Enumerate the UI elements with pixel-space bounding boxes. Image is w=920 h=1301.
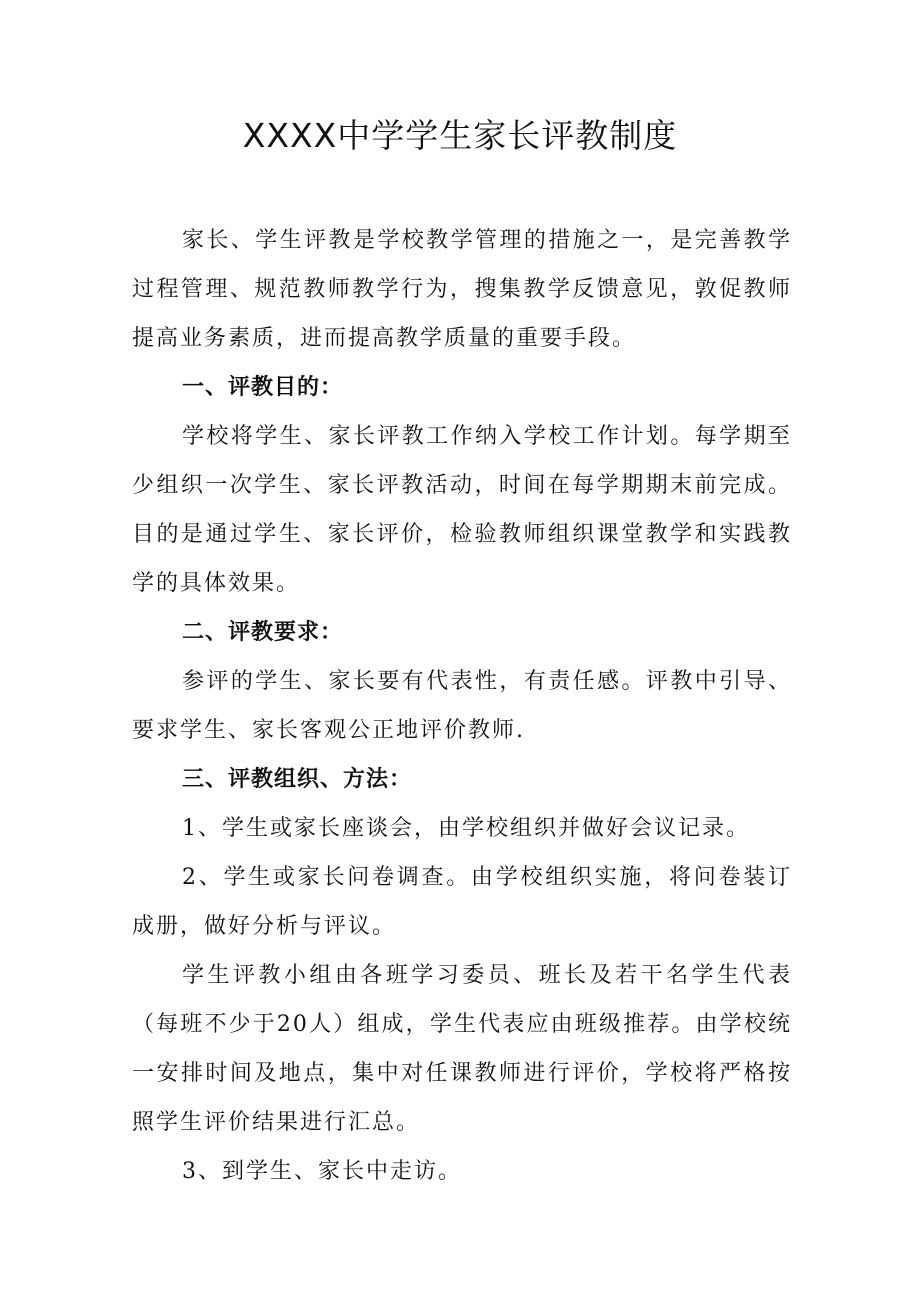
document-title: XXXX中学学生家长评教制度: [242, 116, 678, 155]
method-item-2: 2、学生或家长问卷调查。由学校组织实施，将问卷装订成册，做好分析与评议。: [132, 865, 792, 939]
purpose-paragraph: 学校将学生、家长评教工作纳入学校工作计划。每学期至少组织一次学生、家长评教活动，时间在每学期期末前完成。目的是通过学生、家长评价，检验教师组织课堂教学和实践教学的具体效果。: [132, 424, 792, 596]
student-panel-paragraph: 学生评教小组由各班学习委员、班长及若干名学生代表（每班不少于20人）组成，学生代表应由班级推荐。由学校统一安排时间及地点，集中对任课教师进行评价，学校将严格按照学生评价结果进行汇总。: [132, 963, 792, 1135]
section-heading-methods: 三、评教组织、方法：: [182, 767, 413, 792]
intro-paragraph: 家长、学生评教是学校教学管理的措施之一，是完善教学过程管理、规范教师教学行为，搜集教学反馈意见，敦促教师提高业务素质，进而提高教学质量的重要手段。: [132, 228, 792, 351]
method-item-3: 3、到学生、家长中走访。: [182, 1159, 462, 1184]
section-heading-requirements: 二、评教要求：: [182, 620, 344, 645]
method-item-1: 1、学生或家长座谈会，由学校组织并做好会议记录。: [182, 816, 750, 841]
requirements-paragraph: 参评的学生、家长要有代表性，有责任感。评教中引导、要求学生、家长客观公正地评价教师.: [132, 669, 792, 743]
document-body: [132, 216, 792, 1196]
section-heading-purpose: 一、评教目的：: [182, 375, 344, 400]
